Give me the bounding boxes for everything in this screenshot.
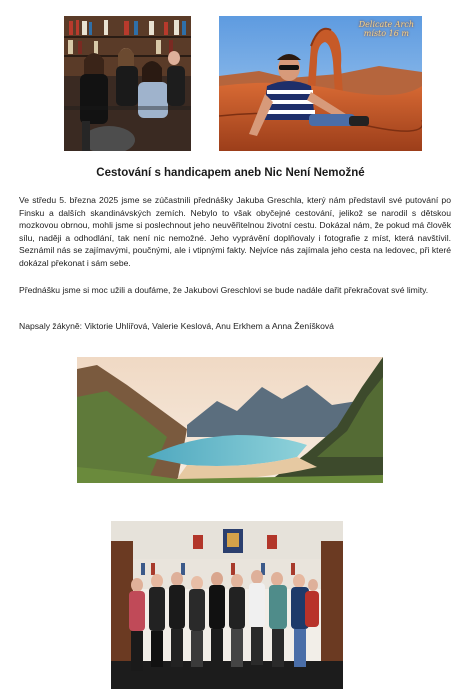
photo-group-library <box>111 521 343 689</box>
photo-delicate-arch <box>219 16 422 151</box>
arch-caption-line2: místo 16 m <box>363 29 409 38</box>
article-authors: Napsaly žákyně: Viktorie Uhlířová, Valerie Keslová, Anu Erkhem a Anna Ženíšková <box>19 321 334 331</box>
article-paragraph-2: Přednášku jsme si moc užili a doufáme, že Jakubovi Greschlovi se bude nadále dařit překračovat své limity. <box>19 285 429 295</box>
arch-caption-line1: Delicate Arch <box>358 20 414 29</box>
article-paragraph-1: Ve středu 5. března 2025 jsme se zúčastnili přednášky Jakuba Greschla, který nám představil své putování po Finsku a dalších skandinávských zemích. Nebylo to však obyčejné cestování, jelikož se narodil s dětskou mozkovou obrnou, mohli jsme si poslechnout jeho neuvěřitelnou životní cestu. Dokázal nám, že pokud má člověk sílu, naději a odhodlání, tak není nic nemožné. Jeho vyprávění doplňovaly i fotografie z míst, která navštívil. Seznámil nás se zajímavými, poučnými, ale i vtipnými fakty. Nejvíce nás zajímala jeho cesta na ledovec, při které dokázal překonat i sám sebe. <box>19 195 451 268</box>
arch-photo-caption <box>359 20 414 38</box>
photo-students-at-lecture <box>64 16 191 151</box>
article-title: Cestování s handicapem aneb Nic Není Nemožné <box>96 167 365 179</box>
photo-fjord-landscape <box>77 357 383 483</box>
